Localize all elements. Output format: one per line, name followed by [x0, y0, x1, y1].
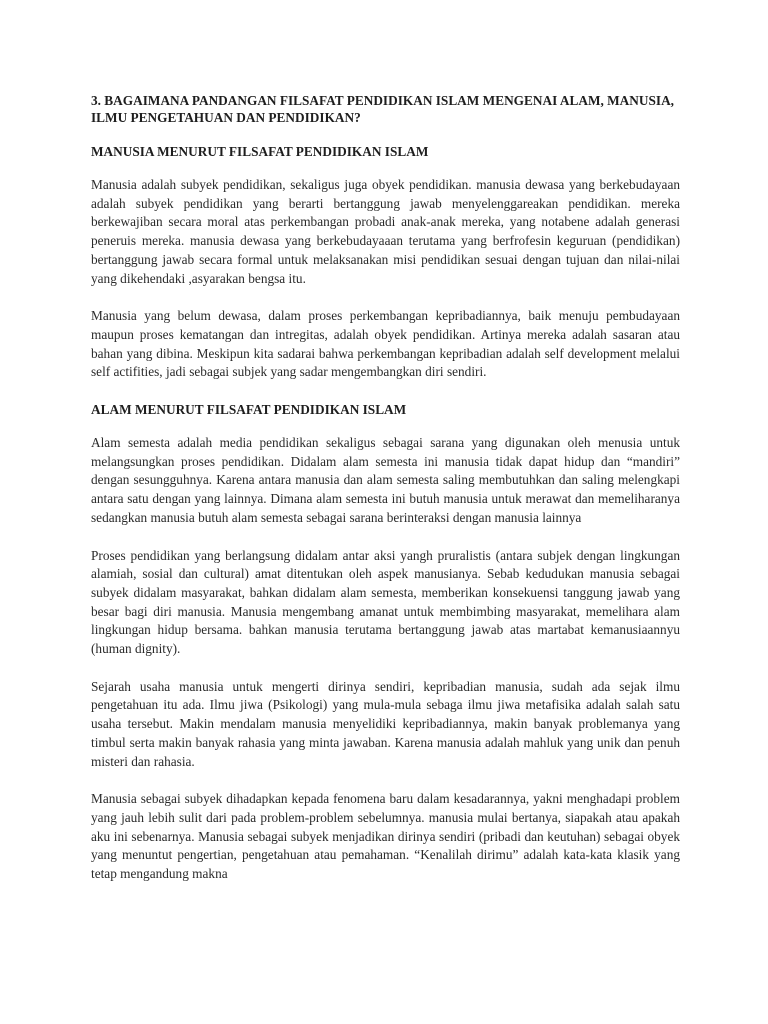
paragraph: Manusia yang belum dewasa, dalam proses perkembangan kepribadiannya, baik menuju pembudayaan maupun proses kematangan dan intregitas, adalah obyek pendidikan. Artinya mereka adalah sasaran atau bahan yang dibina. Meskipun kita sadarai bahwa perkembangan kepribadian adalah self development melalui self actifities, jadi sebagai subjek yang sadar mengembangkan diri sendiri. — [91, 308, 680, 380]
paragraph: Manusia sebagai subyek dihadapkan kepada fenomena baru dalam kesadarannya, yakni menghadapi problem yang jauh lebih sulit dari pada problem-problem sebelumnya. manusia mulai bertanya, siapakah atau apakah aku ini sebenarnya. Manusia sebagai subyek menjadikan dirinya sendiri (pribadi dan keutuhan) sebagai obyek yang menuntut pengertian, pengetahuan atau pemahaman. “Kenalilah dirimu” adalah kata-kata klasik yang tetap mengandung makna — [91, 791, 680, 882]
paragraph: Manusia adalah subyek pendidikan, sekaligus juga obyek pendidikan. manusia dewasa yang berkebudayaan adalah subyek pendidikan yang berarti bertanggung jawab menyelenggareakan pendidikan. mereka berkewajiban secara moral atas perkembangan probadi anak-anak mereka, yang notabene adalah generasi peneruis mereka. manusia dewasa yang berkebudayaaan terutama yang berfrofesin keguruan (pendidikan) bertanggung jawab secara formal untuk melaksanakan misi pendidikan sesuai dengan tujuan dan nilai-nilai yang dikehendaki ,asyarakan bengsa itu. — [91, 177, 680, 286]
section-manusia — [91, 143, 680, 382]
document-main-heading: 3. BAGAIMANA PANDANGAN FILSAFAT PENDIDIKAN ISLAM MENGENAI ALAM, MANUSIA, ILMU PENGETAHUAN DAN PENDIDIKAN? — [91, 93, 674, 125]
paragraph: Sejarah usaha manusia untuk mengerti dirinya sendiri, kepribadian manusia, sudah ada sejak ilmu pengetahuan itu ada. Ilmu jiwa (Psikologi) yang mula-mula sebaga ilmu jiwa metafisika adalah salah satu usaha tersebut. Makin mendalam manusia menyelidiki kepribadiannya, makin banyak problemanya yang timbul serta makin banyak rahasia yang minta jawaban. Karena manusia adalah mahluk yang unik dan penuh misteri dan rahasia. — [91, 678, 680, 769]
paragraph: Proses pendidikan yang berlangsung didalam antar aksi yangh pruralistis (antara subjek dengan lingkungan alamiah, sosial dan cultural) amat ditentukan oleh aspek manusianya. Sebab kedudukan manusia sebagai subyek didalam masyarakat, bahkan didalam alam semesta, memberikan konsekuensi tanggung jawab yang besar bagi diri manusia. Manusia mengembang amanat untuk membimbing masyarakat, memelihara alam lingkungan hidup bersama. bahkan manusia terutama bertanggung jawab atas martabat kemanusiaannyu (human dignity). — [91, 547, 680, 657]
section-alam — [91, 401, 680, 884]
section-heading-manusia: MANUSIA MENURUT FILSAFAT PENDIDIKAN ISLAM — [91, 144, 429, 159]
section-heading-alam: ALAM MENURUT FILSAFAT PENDIDIKAN ISLAM — [91, 402, 407, 418]
paragraph: Alam semesta adalah media pendidikan sekaligus sebagai sarana yang digunakan oleh menusia untuk melangsungkan proses pendidikan. Didalam alam semesta ini manusia tidak dapat hidup dan “mandiri” dengan sesungguhnya. Karena antara manusia dan alam semesta saling membutuhkan dan saling melengkapi antara satu dengan yang lainnya. Dimana alam semesta ini butuh manusia untuk merawat dan memeliharanya sedangkan manusia butuh alam semesta sebagai sarana berinteraksi dengan manusia lainnya — [91, 435, 680, 525]
